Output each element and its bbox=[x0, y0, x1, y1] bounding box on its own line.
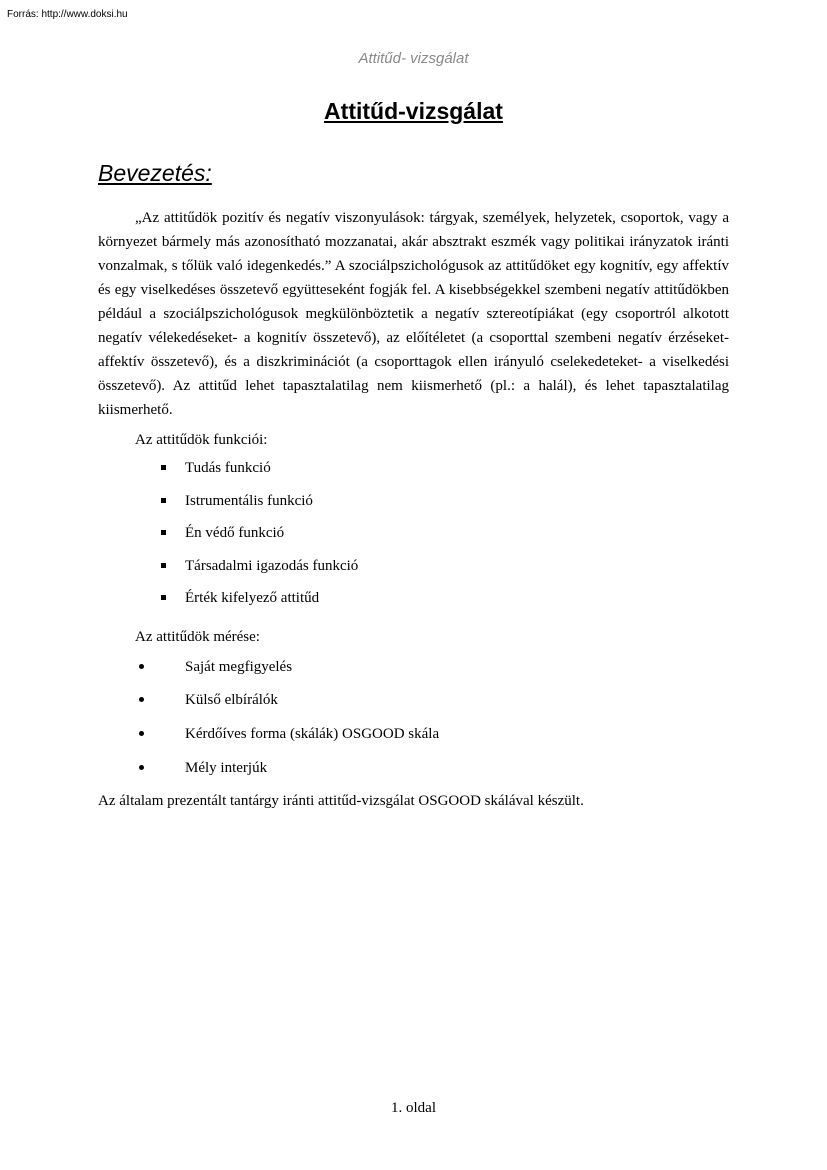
list-item: Kérdőíves forma (skálák) OSGOOD skála bbox=[98, 722, 729, 756]
intro-paragraph: „Az attitűdök pozitív és negatív viszonyulások: tárgyak, személyek, helyzetek, csoportok, vagy a környezet bármely más azonosítható mozzanatai, akár absztrakt eszmék vagy politikai irányzatok iránti vonzalmak, s tőlük való idegenkedés.” A szociálpszichológusok az attitűdöket egy kognitív, egy affektív és egy viselkedéses összetevő együtteseként fogják fel. A kisebbségekkel szembeni negatív attitűdökben például a szociálpszichológusok megkülönböztetik a negatív sztereotípiákat (egy csoportról alkotott negatív vélekedéseket- a kognitív összetevő), az előítéletet (a csoporttal szembeni negatív érzéseket- affektív összetevő), és a diszkriminációt (a csoporttagok ellen irányuló cselekedeteket- a viselkedési összetevő). Az attitűd lehet tapasztalatilag nem kiismerhető (pl.: a halál), és lehet tapasztalatilag kiismerhető. bbox=[98, 210, 729, 418]
running-header: Attitűd- vizsgálat bbox=[358, 50, 469, 67]
document-body bbox=[98, 206, 729, 813]
list-item: Érték kifelyező attitűd bbox=[98, 586, 729, 619]
list-item: Külső elbírálók bbox=[98, 688, 729, 722]
list-item: Saját megfigyelés bbox=[98, 655, 729, 689]
source-note: Forrás: http://www.doksi.hu bbox=[7, 9, 128, 20]
list-item: Tudás funkció bbox=[98, 456, 729, 489]
list-item: Mély interjúk bbox=[98, 756, 729, 790]
list-item: Társadalmi igazodás funkció bbox=[98, 554, 729, 587]
list-item: Istrumentális funkció bbox=[98, 489, 729, 522]
round-bullet-icon bbox=[139, 731, 144, 736]
square-bullet-icon bbox=[161, 563, 166, 568]
document-title: Attitűd-vizsgálat bbox=[324, 98, 503, 124]
round-bullet-icon bbox=[139, 664, 144, 669]
functions-list bbox=[98, 456, 729, 619]
measurement-list bbox=[98, 655, 729, 790]
functions-label: Az attitűdök funkciói: bbox=[135, 432, 268, 448]
list-item: Én védő funkció bbox=[98, 521, 729, 554]
measurement-label: Az attitűdök mérése: bbox=[135, 628, 260, 645]
square-bullet-icon bbox=[161, 530, 166, 535]
square-bullet-icon bbox=[161, 595, 166, 600]
conclusion-paragraph: Az általam prezentált tantárgy iránti attitűd-vizsgálat OSGOOD skálával készült. bbox=[98, 793, 584, 810]
section-heading: Bevezetés: bbox=[98, 160, 212, 186]
square-bullet-icon bbox=[161, 465, 166, 470]
page-number: 1. oldal bbox=[391, 1100, 436, 1116]
round-bullet-icon bbox=[139, 765, 144, 770]
round-bullet-icon bbox=[139, 697, 144, 702]
square-bullet-icon bbox=[161, 498, 166, 503]
